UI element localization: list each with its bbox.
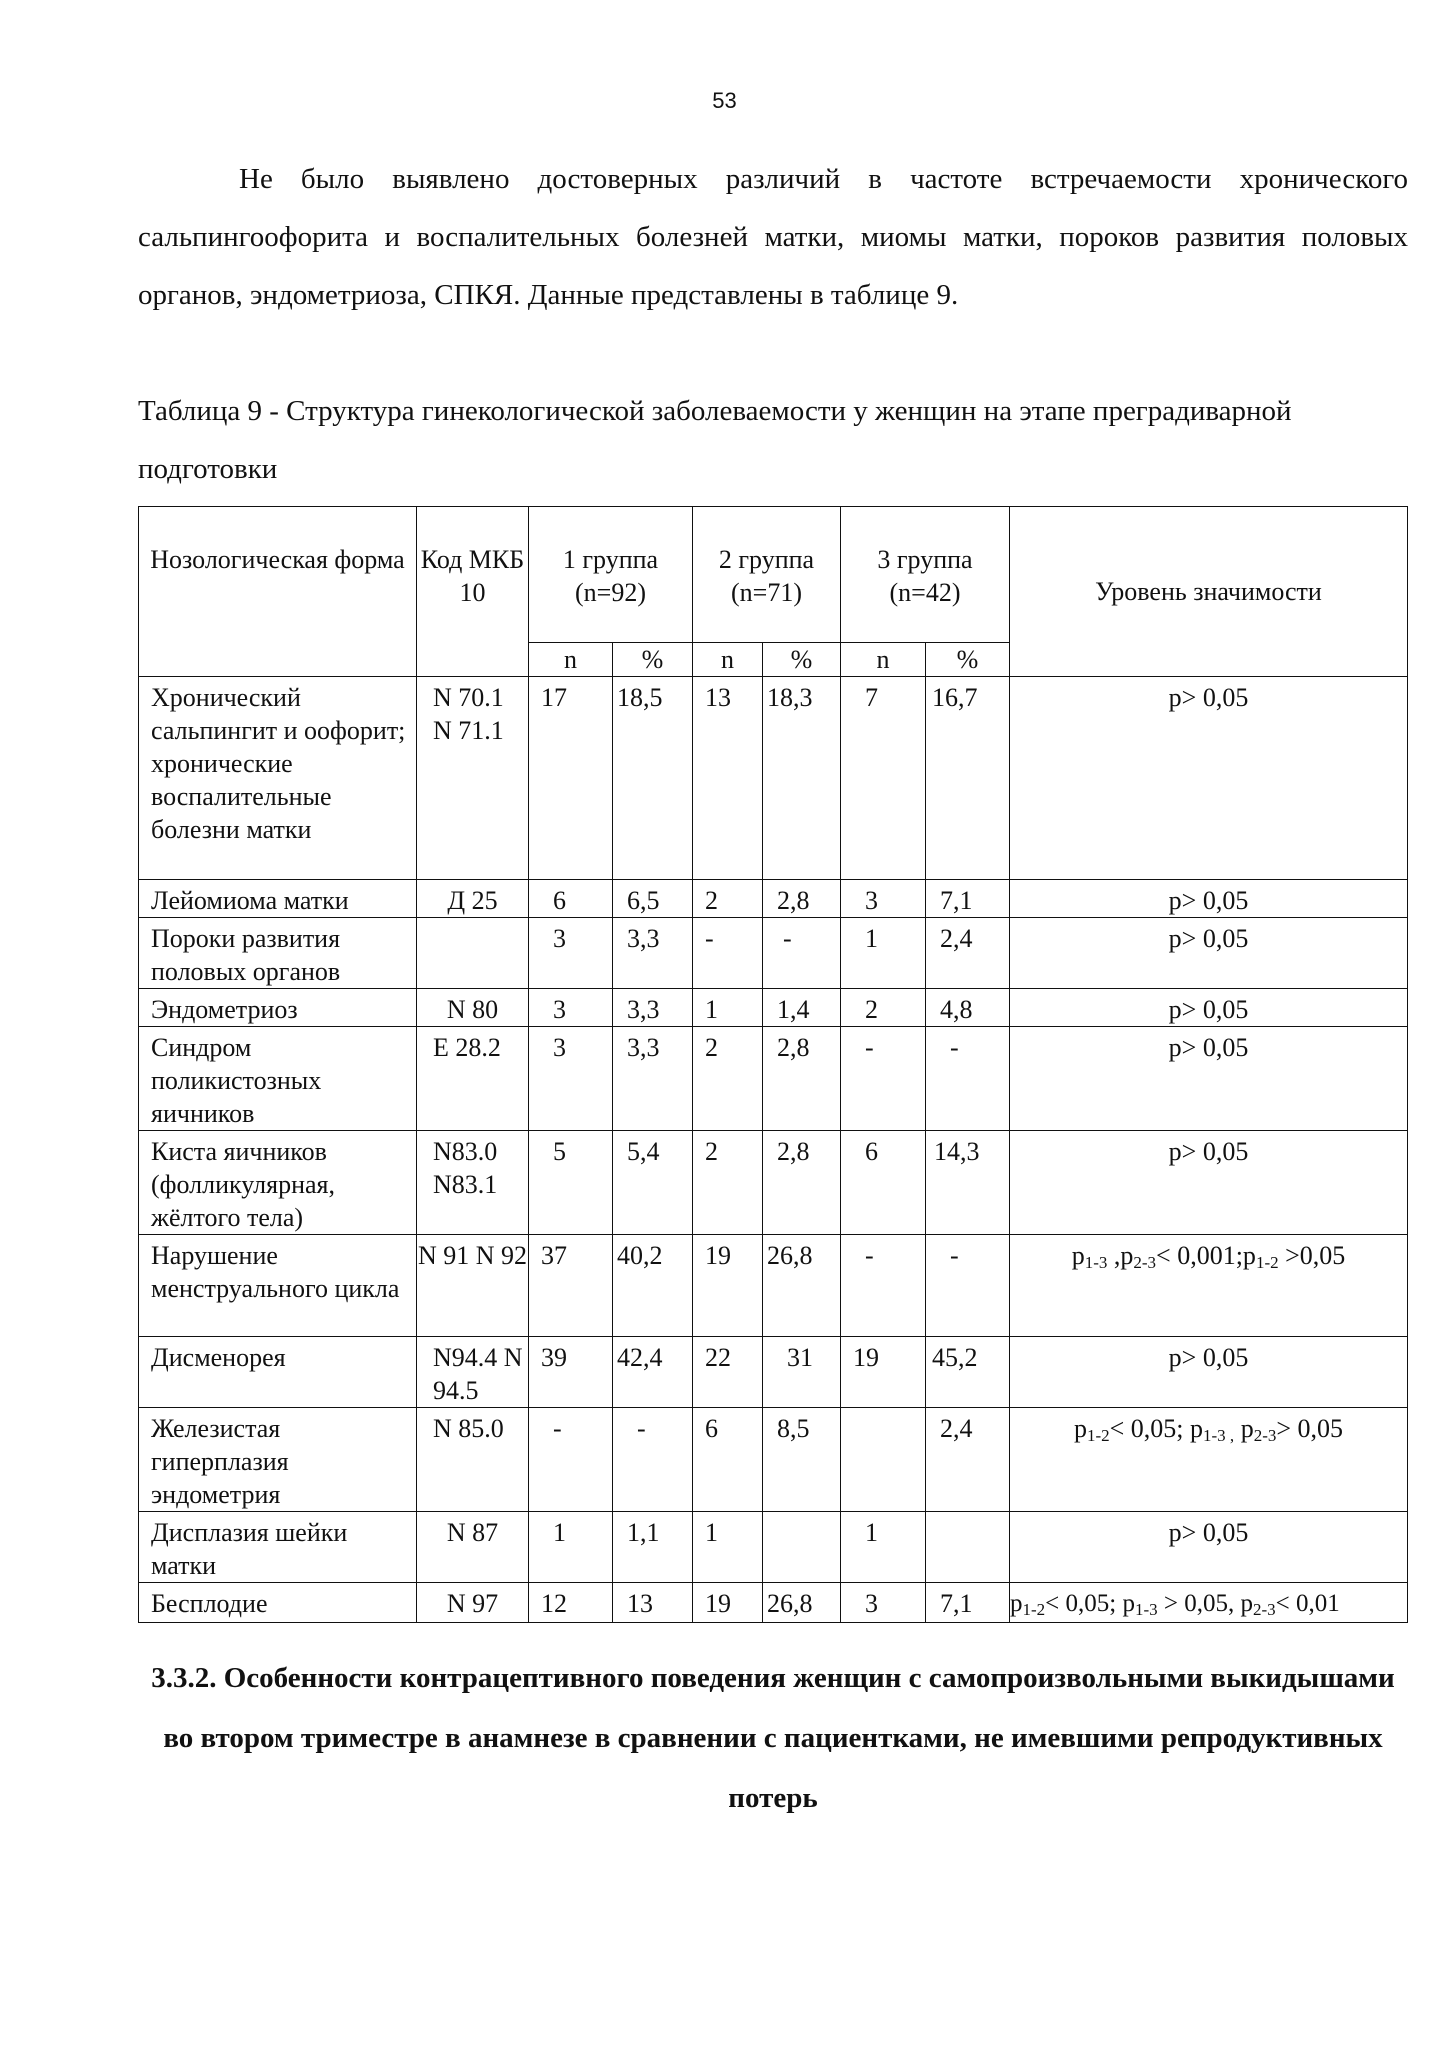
- cell-n1: 37: [529, 1235, 613, 1337]
- cell-code: N 91 N 92: [417, 1235, 529, 1337]
- header-group2: 2 группа (n=71): [693, 507, 841, 643]
- morbidity-table: [138, 506, 1408, 1623]
- table-row: [139, 1512, 1408, 1583]
- cell-p2: 2,8: [763, 1131, 841, 1235]
- cell-form: Лейомиома матки: [139, 880, 417, 918]
- cell-significance: p> 0,05: [1010, 989, 1408, 1027]
- cell-significance: [1010, 1235, 1408, 1337]
- cell-n1: 6: [529, 880, 613, 918]
- cell-significance: p> 0,05: [1010, 1027, 1408, 1131]
- table-caption: Таблица 9 - Структура гинекологической заболеваемости у женщин на этапе преградиварной подготовки: [138, 395, 1292, 485]
- cell-n3: 1: [841, 1512, 926, 1583]
- cell-n3: -: [841, 1235, 926, 1337]
- table-row: [139, 989, 1408, 1027]
- table-row: [139, 1337, 1408, 1408]
- cell-significance: p> 0,05: [1010, 1512, 1408, 1583]
- table-row: [139, 1131, 1408, 1235]
- header-form: Нозологическая форма: [139, 507, 417, 677]
- cell-code: N94.4 N 94.5: [417, 1337, 529, 1408]
- cell-significance: [1010, 1408, 1408, 1512]
- cell-code: N 80: [417, 989, 529, 1027]
- table-row: [139, 880, 1408, 918]
- cell-significance: p> 0,05: [1010, 677, 1408, 880]
- cell-p3: 7,1: [926, 1583, 1010, 1623]
- cell-p1: 13: [613, 1583, 693, 1623]
- cell-n2: 1: [693, 989, 763, 1027]
- cell-p2: [763, 1512, 841, 1583]
- cell-p2: 2,8: [763, 880, 841, 918]
- header-group1: 1 группа (n=92): [529, 507, 693, 643]
- header-n: n: [693, 643, 763, 677]
- cell-p1: 6,5: [613, 880, 693, 918]
- cell-code: N 97: [417, 1583, 529, 1623]
- cell-n3: 3: [841, 1583, 926, 1623]
- table-row: [139, 1408, 1408, 1512]
- cell-p3: 14,3: [926, 1131, 1010, 1235]
- cell-n3: 6: [841, 1131, 926, 1235]
- cell-n2: 13: [693, 677, 763, 880]
- cell-n1: 3: [529, 989, 613, 1027]
- significance-text: $p_{1-2}< 0,05$; $p_{1-3 ,}$ $p_{2-3}> 0,05$: [1073, 1414, 1344, 1445]
- cell-p3: [926, 1512, 1010, 1583]
- cell-p3: 2,4: [926, 918, 1010, 989]
- table-row: [139, 677, 1408, 880]
- cell-p2: -: [763, 918, 841, 989]
- cell-p2: 31: [763, 1337, 841, 1408]
- cell-code: E 28.2: [417, 1027, 529, 1131]
- table-row: [139, 1583, 1408, 1623]
- cell-p1: 40,2: [613, 1235, 693, 1337]
- cell-p1: 42,4: [613, 1337, 693, 1408]
- cell-p3: 7,1: [926, 880, 1010, 918]
- cell-code: N 70.1 N 71.1: [417, 677, 529, 880]
- cell-p3: 16,7: [926, 677, 1010, 880]
- cell-n3: 3: [841, 880, 926, 918]
- cell-form: Нарушение менструального цикла: [139, 1235, 417, 1337]
- page-number: 53: [712, 88, 737, 113]
- table-container: [138, 506, 1408, 1623]
- cell-p2: 8,5: [763, 1408, 841, 1512]
- header-code: Код МКБ 10: [417, 507, 529, 677]
- cell-significance: [1010, 1583, 1408, 1623]
- cell-n2: 6: [693, 1408, 763, 1512]
- header-n: n: [529, 643, 613, 677]
- header-pct: %: [763, 643, 841, 677]
- cell-significance: p> 0,05: [1010, 880, 1408, 918]
- cell-form: Хронический сальпингит и оофорит; хронические воспалительные болезни матки: [139, 677, 417, 880]
- cell-p2: 1,4: [763, 989, 841, 1027]
- cell-n1: 3: [529, 918, 613, 989]
- cell-form: Бесплодие: [139, 1583, 417, 1623]
- cell-p3: -: [926, 1027, 1010, 1131]
- cell-p1: 18,5: [613, 677, 693, 880]
- cell-n1: 17: [529, 677, 613, 880]
- cell-n2: 2: [693, 1027, 763, 1131]
- cell-n2: -: [693, 918, 763, 989]
- header-n: n: [841, 643, 926, 677]
- cell-p1: 5,4: [613, 1131, 693, 1235]
- cell-p1: 3,3: [613, 918, 693, 989]
- cell-n3: -: [841, 1027, 926, 1131]
- cell-p2: 26,8: [763, 1235, 841, 1337]
- cell-significance: p> 0,05: [1010, 1131, 1408, 1235]
- cell-n1: 3: [529, 1027, 613, 1131]
- cell-p2: 18,3: [763, 677, 841, 880]
- cell-n1: 5: [529, 1131, 613, 1235]
- cell-n2: 2: [693, 1131, 763, 1235]
- cell-code: N 87: [417, 1512, 529, 1583]
- table-row: [139, 918, 1408, 989]
- significance-text: $p_{1-2}< 0,05$; $p_{1-3} > 0,05$, $p_{2-3}< 0,01$: [1010, 1590, 1340, 1619]
- cell-code: N83.0 N83.1: [417, 1131, 529, 1235]
- cell-p3: 2,4: [926, 1408, 1010, 1512]
- cell-form: Железистая гиперплазия эндометрия: [139, 1408, 417, 1512]
- cell-p3: 4,8: [926, 989, 1010, 1027]
- cell-form: Киста яичников (фолликулярная, жёлтого тела): [139, 1131, 417, 1235]
- header-pct: %: [613, 643, 693, 677]
- cell-n3: 1: [841, 918, 926, 989]
- cell-n2: 2: [693, 880, 763, 918]
- header-group3: 3 группа (n=42): [841, 507, 1010, 643]
- cell-n3: 19: [841, 1337, 926, 1408]
- cell-p1: 1,1: [613, 1512, 693, 1583]
- cell-code: Д 25: [417, 880, 529, 918]
- cell-n1: -: [529, 1408, 613, 1512]
- cell-p3: 45,2: [926, 1337, 1010, 1408]
- cell-form: Пороки развития половых органов: [139, 918, 417, 989]
- cell-form: Синдром поликистозных яичников: [139, 1027, 417, 1131]
- cell-n3: 7: [841, 677, 926, 880]
- header-significance: Уровень значимости: [1010, 507, 1408, 677]
- cell-p1: -: [613, 1408, 693, 1512]
- cell-form: Дисплазия шейки матки: [139, 1512, 417, 1583]
- cell-n1: 39: [529, 1337, 613, 1408]
- table-row: [139, 1235, 1408, 1337]
- body-paragraph: Не было выявлено достоверных различий в частоте встречаемости хронического сальпингоофорита и воспалительных болезней матки, миомы матки, пороков развития половых органов, эндометриоза, СПКЯ. Данные представлены в таблице 9.: [138, 163, 1408, 311]
- cell-form: Эндометриоз: [139, 989, 417, 1027]
- cell-n2: 19: [693, 1235, 763, 1337]
- cell-n3: [841, 1408, 926, 1512]
- cell-p1: 3,3: [613, 1027, 693, 1131]
- cell-n2: 19: [693, 1583, 763, 1623]
- cell-code: N 85.0: [417, 1408, 529, 1512]
- cell-n3: 2: [841, 989, 926, 1027]
- significance-text: $p_{1-3}$ $,p_{2-3}<$ $0,001;p_{1-2} >0,05$: [1071, 1241, 1346, 1272]
- cell-form: Дисменорея: [139, 1337, 417, 1408]
- cell-p3: -: [926, 1235, 1010, 1337]
- cell-n2: 22: [693, 1337, 763, 1408]
- header-pct: %: [926, 643, 1010, 677]
- section-heading: 3.3.2. Особенности контрацептивного поведения женщин с самопроизвольными выкидышами во втором триместре в анамнезе в сравнении с пациентками, не имевшими репродуктивных потерь: [151, 1662, 1395, 1814]
- cell-n2: 1: [693, 1512, 763, 1583]
- cell-p2: 2,8: [763, 1027, 841, 1131]
- cell-significance: p> 0,05: [1010, 1337, 1408, 1408]
- cell-code: [417, 918, 529, 989]
- cell-n1: 1: [529, 1512, 613, 1583]
- cell-n1: 12: [529, 1583, 613, 1623]
- cell-significance: p> 0,05: [1010, 918, 1408, 989]
- table-row: [139, 1027, 1408, 1131]
- cell-p1: 3,3: [613, 989, 693, 1027]
- cell-p2: 26,8: [763, 1583, 841, 1623]
